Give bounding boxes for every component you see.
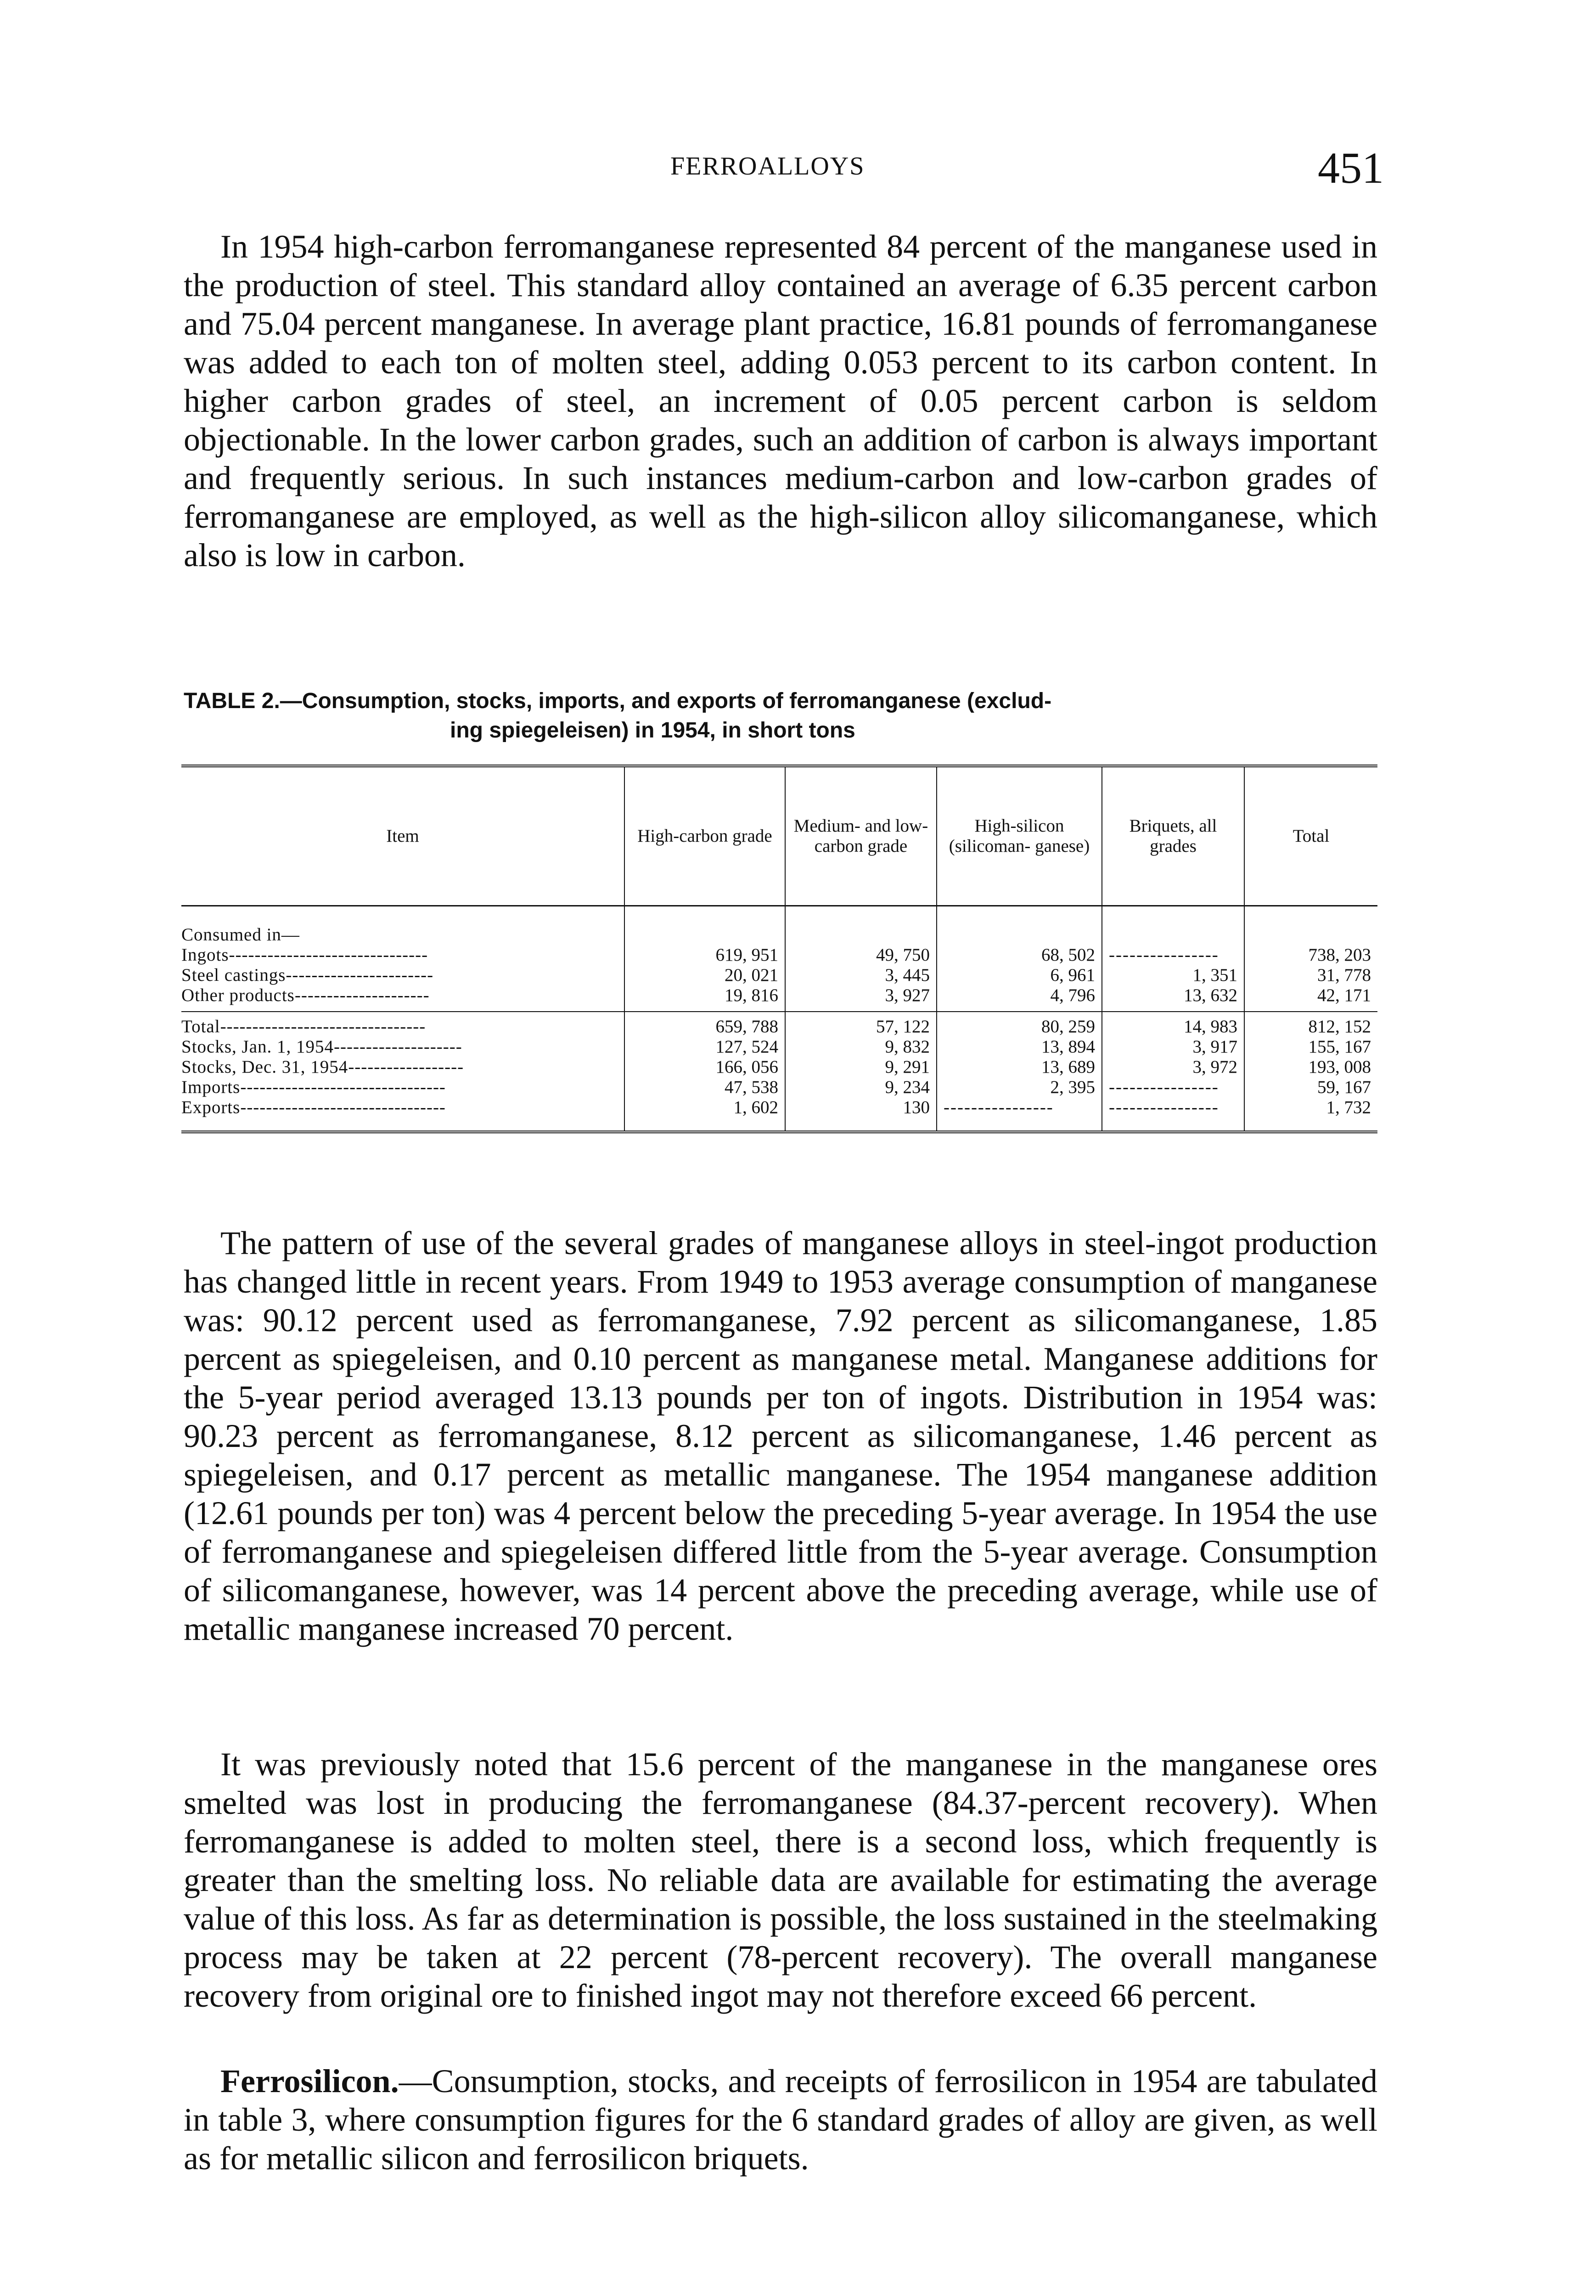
table-row bbox=[181, 1057, 1377, 1077]
consumed-in-label: Consumed in— bbox=[181, 925, 300, 945]
cell-high-carbon: 1, 602 bbox=[624, 1097, 785, 1132]
cell-medium-low: 49, 750 bbox=[785, 945, 937, 965]
header-high-silicon: High-silicon (silicoman- ganese) bbox=[937, 766, 1102, 906]
cell-total: 193, 008 bbox=[1244, 1057, 1377, 1077]
paragraph-3: It was previously noted that 15.6 percent of the manganese in the manganese ores smelted was lost in producing the ferromanganese (84.37-percent recovery). When ferromanganese is added to molten steel, there is a second loss, which frequently is greater than the smelting loss. No reliable data are available for estimating the average value of this loss. As far as determination is possible, the loss sustained in the steelmaking process may be taken at 22 percent (78-percent recovery). The overall manganese recovery from original ore to finished ingot may not therefore exceed 66 percent. bbox=[184, 1746, 1377, 2014]
cell-briquets: ---------------- bbox=[1102, 1097, 1244, 1132]
cell-high-carbon: 127, 524 bbox=[624, 1037, 785, 1057]
ferrosilicon-heading: Ferrosilicon. bbox=[220, 2063, 399, 2099]
cell-briquets: 13, 632 bbox=[1102, 985, 1244, 1012]
paragraph-1: In 1954 high-carbon ferromanganese represented 84 percent of the manganese used in the production of steel. This standard alloy contained an average of 6.35 percent carbon and 75.04 percent manganese. In average plant practice, 16.81 pounds of ferromanganese was added to each ton of molten steel, adding 0.053 percent to its carbon content. In higher carbon grades of steel, an increment of 0.05 percent carbon is seldom objectionable. In the lower carbon grades, such an addition of carbon is always important and frequently serious. In such instances medium-carbon and low-carbon grades of ferromanganese are employed, as well as the high-silicon alloy silicomanganese, which also is low in carbon. bbox=[184, 228, 1377, 574]
cell-briquets: ---------------- bbox=[1102, 945, 1244, 965]
cell-briquets: 14, 983 bbox=[1102, 1012, 1244, 1037]
paragraph-2: The pattern of use of the several grades of manganese alloys in steel-ingot production has changed little in recent years. From 1949 to 1953 average consumption of manganese was: 90.12 percent used as ferromanganese, 7.92 percent as silicomanganese, 1.85 percent as spiegeleisen, and 0.10 percent as manganese metal. Manganese additions for the 5-year period averaged 13.13 pounds per ton of ingots. Distribution in 1954 was: 90.23 percent as ferromanganese, 8.12 percent as silicomanganese, 1.46 percent as spiegeleisen, and 0.17 percent as metallic manganese. The 1954 manganese addition (12.61 pounds per ton) was 4 percent below the preceding 5-year average. In 1954 the use of ferromanganese and spiegeleisen differed little from the 5-year average. Consumption of silicomanganese, however, was 14 percent above the preceding average, while use of metallic manganese increased 70 percent. bbox=[184, 1225, 1377, 1647]
header-total: Total bbox=[1244, 766, 1377, 906]
cell-high-silicon: 13, 689 bbox=[937, 1057, 1102, 1077]
cell-total: 155, 167 bbox=[1244, 1037, 1377, 1057]
row-label: Stocks, Dec. 31, 1954------------------ bbox=[181, 1057, 464, 1077]
cell-medium-low: 57, 122 bbox=[785, 1012, 937, 1037]
ferrosilicon-text: —Consumption, stocks, and receipts of ferrosilicon in 1954 are tabulated in table 3, where consumption figures for the 6 standard grades of alloy are given, as well as for metallic silicon and ferrosilicon briquets. bbox=[184, 2063, 1377, 2177]
table-row bbox=[181, 1077, 1377, 1097]
header-high-carbon: High-carbon grade bbox=[624, 766, 785, 906]
table-row bbox=[181, 965, 1377, 985]
cell-total: 59, 167 bbox=[1244, 1077, 1377, 1097]
row-label: Other products--------------------- bbox=[181, 985, 624, 1012]
cell-total: 738, 203 bbox=[1244, 945, 1377, 965]
row-label: Stocks, Jan. 1, 1954-------------------- bbox=[181, 1037, 462, 1057]
cell-total: 42, 171 bbox=[1244, 985, 1377, 1012]
cell-high-silicon: 68, 502 bbox=[937, 945, 1102, 965]
table-row-total bbox=[181, 1012, 1377, 1037]
cell-medium-low: 9, 832 bbox=[785, 1037, 937, 1057]
row-label: Imports-------------------------------- bbox=[181, 1077, 446, 1097]
table-header-row bbox=[181, 766, 1377, 906]
cell-medium-low: 9, 291 bbox=[785, 1057, 937, 1077]
paragraph-4 bbox=[184, 2062, 1377, 2178]
row-label: Ingots------------------------------- bbox=[181, 945, 428, 965]
row-label: Total-------------------------------- bbox=[181, 1017, 426, 1036]
cell-high-silicon: 2, 395 bbox=[937, 1077, 1102, 1097]
table-caption-line-1: TABLE 2.—Consumption, stocks, imports, and exports of ferromanganese (exclud- bbox=[184, 689, 1052, 713]
cell-medium-low: 3, 927 bbox=[785, 985, 937, 1012]
cell-total: 31, 778 bbox=[1244, 965, 1377, 985]
table-row bbox=[181, 985, 1377, 1012]
page-number: 451 bbox=[1318, 143, 1384, 192]
cell-high-carbon: 166, 056 bbox=[624, 1057, 785, 1077]
cell-briquets: 3, 917 bbox=[1102, 1037, 1244, 1057]
cell-briquets: 3, 972 bbox=[1102, 1057, 1244, 1077]
cell-high-silicon: 80, 259 bbox=[937, 1012, 1102, 1037]
cell-high-carbon: 619, 951 bbox=[624, 945, 785, 965]
cell-briquets: 1, 351 bbox=[1102, 965, 1244, 985]
cell-medium-low: 3, 445 bbox=[785, 965, 937, 985]
table-row bbox=[181, 1037, 1377, 1057]
cell-high-silicon: ---------------- bbox=[937, 1097, 1102, 1132]
cell-high-silicon: 4, 796 bbox=[937, 985, 1102, 1012]
table-caption-line-2: ing spiegeleisen) in 1954, in short tons bbox=[450, 718, 855, 743]
cell-medium-low: 9, 234 bbox=[785, 1077, 937, 1097]
cell-high-carbon: 19, 816 bbox=[624, 985, 785, 1012]
cell-total: 812, 152 bbox=[1244, 1012, 1377, 1037]
row-label: Steel castings----------------------- bbox=[181, 965, 434, 985]
cell-high-carbon: 47, 538 bbox=[624, 1077, 785, 1097]
header-briquets: Briquets, all grades bbox=[1102, 766, 1244, 906]
ferromanganese-table bbox=[181, 765, 1377, 1133]
cell-briquets: ---------------- bbox=[1102, 1077, 1244, 1097]
table-row bbox=[181, 1097, 1377, 1132]
table-row-consumed-label bbox=[181, 906, 1377, 945]
header-medium-low-carbon: Medium- and low- carbon grade bbox=[785, 766, 937, 906]
cell-high-silicon: 13, 894 bbox=[937, 1037, 1102, 1057]
cell-medium-low: 130 bbox=[785, 1097, 937, 1132]
cell-total: 1, 732 bbox=[1244, 1097, 1377, 1132]
table-row bbox=[181, 945, 1377, 965]
cell-high-carbon: 659, 788 bbox=[624, 1012, 785, 1037]
row-label: Exports-------------------------------- bbox=[181, 1097, 446, 1117]
cell-high-carbon: 20, 021 bbox=[624, 965, 785, 985]
header-item: Item bbox=[181, 766, 624, 906]
running-head: FERROALLOYS bbox=[670, 152, 865, 180]
table-caption bbox=[184, 687, 1400, 745]
cell-high-silicon: 6, 961 bbox=[937, 965, 1102, 985]
